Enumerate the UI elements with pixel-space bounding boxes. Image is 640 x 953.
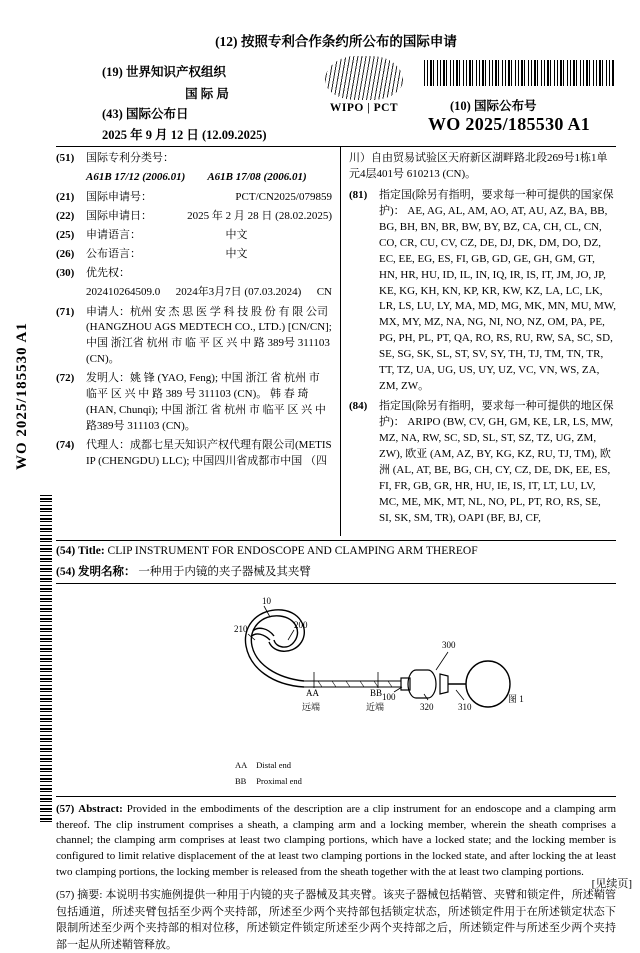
abstract-en-text: Provided in the embodiments of the description are a clip instrument for an endoscope and a clamping arm thereof. The clip instrument comprises a sheath, a clamping arm and a locking member, wherein the sheath comprises a channel; the clamping arm comprises at least two clamping portions, which have a locked state; and the locking member is configured to limit relative displacement of the at least two clamping portions in the locked state, and after locking the at least two clamping portions, the locking member is released from the sheath together with the at least two clamping portions. — [56, 802, 617, 879]
publication-date-block — [102, 104, 332, 143]
international-bureau: 国 际 局 — [185, 87, 229, 101]
figure-region — [56, 583, 616, 797]
abstract-cn-text: 本说明书实施例提供一种用于内镜的夹子器械及其夹臂。该夹子器械包括鞘管、夹臂和锁定件，所述鞘管包括通道，所述夹臂包括至少两个夹持部，所述至少两个夹持部包括锁定状态，所述锁定件用于在所述锁定状态下限制所述至少两个夹持部的相对位移，所述锁定件锁定所述至少两个夹持部之后，所述锁定件与所述至少两个夹持部一起从所述鞘管释放。 — [56, 889, 617, 951]
code-54-en: (54) — [56, 544, 76, 557]
organization-block — [102, 62, 312, 102]
code-84: (84) — [349, 400, 368, 413]
applicant-value: 杭州 安 杰 思 医 学 科 技 股 份 有 限 公司(HANGZHOU AGS MEDTECH CO., LTD.) [CN/CN]; 中国 浙江省 杭州 市 临 平 区 兴 中 路 389号 311103 (CN)。 — [86, 305, 332, 366]
title-en-value: CLIP INSTRUMENT FOR ENDOSCOPE AND CLAMPING ARM THEREOF — [107, 544, 478, 557]
filing-date-value: 2025 年 2 月 28 日 (28.02.2025) — [187, 209, 332, 222]
publication-number-value: WO 2025/185530 A1 — [428, 114, 591, 134]
applicant-label: 申请人： — [86, 305, 130, 318]
fig-label-bb: BB — [370, 687, 383, 698]
fig-label-distal-cn: 远端 — [302, 701, 321, 712]
filing-date-label: 国际申请日： — [86, 209, 152, 222]
agent-label: 代理人： — [86, 439, 130, 451]
continuation-note: [见续页] — [591, 878, 632, 890]
header-block — [56, 56, 616, 142]
code-71: (71) — [56, 305, 75, 318]
designated-regions-body — [379, 399, 616, 527]
ipc-classes — [86, 170, 332, 186]
agent-value: 成都七星天知识产权代理有限公司(METIS IP (CHENGDU) LLC); 中国四川省成都市中国 （四 — [86, 439, 332, 467]
ipc-class-1: A61B 17/12 (2006.01) — [86, 170, 186, 183]
field-filing-date — [56, 209, 332, 225]
legend-value-aa: Distal end — [256, 760, 291, 771]
code-57-en: (57) — [56, 802, 75, 815]
legend-key-aa: AA — [235, 760, 248, 771]
code-51: (51) — [56, 152, 75, 164]
figure-drawing — [56, 584, 616, 796]
designated-states-list: AE, AG, AL, AM, AO, AT, AU, AZ, BA, BB, BG, BH, BN, BR, BW, BY, BZ, CA, CH, CL, CN, CO, CR, CU, CV, CZ, DE, DJ, DK, DM, DO, DZ, EC, EE, EG, ES, FI, GB, GD, GE, GH, GM, GT, HN, HR, HU, ID, IL, IN, IQ, IR, IS, IT, JM, JO, JP, KE, KG, KH, KN, KP, KR, KW, KZ, LA, LC, LK, LR, LS, LU, LY, MA, MD, MG, MK, MN, MU, MW, MX, MY, MZ, NA, NG, NI, NO, NZ, OM, PA, PE, PG, PH, PL, PT, QA, RO, RS, RU, RW, SA, SC, SD, SE, SG, SK, SL, ST, SV, SY, TH, TJ, TM, TN, TR, TT, TZ, UA, UG, US, UY, UZ, VC, VN, WS, ZA, ZM, ZW。 — [379, 204, 616, 393]
code-72: (72) — [56, 372, 75, 385]
fig-label-310: 310 — [458, 701, 472, 712]
fig-label-210: 210 — [234, 623, 248, 634]
priority-country: CN — [316, 285, 332, 298]
fig-label-200: 200 — [294, 619, 308, 630]
inventors-value: 姚 锋 (YAO, Feng); 中国 浙江 省 杭州 市 临平 区 兴 中 路 389 号 311103 (CN)。 韩 春 琦 (HAN, Chunqi); 中国 浙江 省 杭州 市 临平 区 兴 中路389号 311103 (CN)。 — [86, 372, 326, 433]
title-cn-row — [56, 559, 616, 581]
field-ipc — [56, 151, 332, 167]
code-43: (43) — [102, 107, 123, 121]
code-22: (22) — [56, 209, 75, 222]
publication-number-label-text: 国际公布号 — [473, 99, 537, 113]
spine-publication-number: WO 2025/185530 A1 — [14, 322, 30, 470]
publication-date-value: 2025 年 9 月 12 日 (12.09.2025) — [102, 128, 267, 142]
code-54-cn: (54) — [56, 565, 76, 578]
abstract-en — [56, 797, 616, 882]
designated-states-label: 指定国(除另有指明，要求每一种可提供的国家保护)： — [379, 188, 614, 217]
code-25: (25) — [56, 228, 75, 241]
code-21: (21) — [56, 190, 75, 203]
agent-address-continuation: 川）自由贸易试验区天府新区湖畔路北段269号1栋1单元4层401号 610213 (CN)。 — [349, 152, 608, 180]
application-number-label: 国际申请号： — [86, 190, 152, 203]
code-30: (30) — [56, 266, 75, 279]
bibliographic-data — [56, 147, 616, 536]
figure-legend — [232, 757, 310, 789]
priority-date: 2024年3月7日 (07.03.2024) — [175, 285, 302, 298]
title-12-text: 按照专利合作条约所公布的国际申请 — [240, 34, 457, 49]
publication-language-value: 中文 — [225, 247, 248, 260]
field-priority — [56, 266, 332, 282]
code-26: (26) — [56, 247, 75, 260]
priority-details — [86, 285, 332, 301]
field-designated-states — [349, 188, 616, 395]
barcode-horizontal — [424, 60, 614, 86]
abstract-en-label: Abstract: — [78, 802, 123, 815]
title-cn-label: 发明名称： — [78, 565, 136, 578]
filing-language-label: 申请语言： — [86, 228, 141, 241]
fig-label-figure-number: 图 1 — [508, 693, 524, 704]
abstract-cn — [56, 881, 616, 953]
field-inventors — [56, 371, 332, 435]
page-title — [56, 30, 616, 50]
barcode-vertical — [40, 495, 52, 825]
bibliographic-right-column — [341, 147, 616, 536]
code-81: (81) — [349, 188, 368, 201]
filing-language-value: 中文 — [225, 228, 248, 241]
designated-states-body — [379, 188, 616, 395]
application-number-value: PCT/CN2025/079859 — [235, 190, 332, 203]
publication-language-label: 公布语言： — [86, 247, 141, 260]
designated-regions-label: 指定国(除另有指明，要求每一种可提供的地区保护)： — [379, 400, 614, 428]
code-12: (12) — [215, 34, 238, 49]
designated-regions-list: ARIPO (BW, CV, GH, GM, KE, LR, LS, MW, MZ, NA, RW, SC, SD, SL, ST, SZ, TZ, UG, ZM, ZW), 欧亚 (AM, AZ, BY, KG, KZ, RU, TJ, TM), 欧洲 (AL, AT, BE, BG, CH, CY, CZ, DE, DK, EE, ES, FI, FR, GB, GR, HR, HU, IE, IS, IT, LT, LU, LV, MC, ME, MK, MT, NL, NO, PL, PT, RO, RS, SE, SI, SK, SM, TR), OAPI (BF, BJ, CF, — [379, 416, 613, 524]
bibliographic-left-column — [56, 147, 341, 536]
wipo-wordmark: WIPO | PCT — [329, 102, 399, 114]
publication-date-label: 国际公布日 — [125, 107, 189, 121]
code-19: (19) — [102, 65, 123, 79]
fig-label-aa: AA — [306, 687, 319, 698]
code-74: (74) — [56, 439, 75, 451]
legend-key-bb: BB — [235, 775, 247, 786]
code-57-cn: (57) — [56, 889, 75, 902]
field-designated-regions — [349, 399, 616, 527]
page-content — [56, 30, 616, 953]
title-en-label: Title: — [78, 544, 105, 557]
inventors-text — [86, 371, 332, 435]
field-filing-language — [56, 228, 332, 244]
field-publication-language — [56, 247, 332, 263]
agent-text — [86, 438, 332, 470]
field-applicant — [56, 305, 332, 369]
fig-label-10: 10 — [262, 595, 271, 606]
legend-row-bb — [234, 775, 308, 788]
fig-label-300: 300 — [442, 639, 456, 650]
field-agent — [56, 438, 332, 470]
title-en-row — [56, 541, 616, 559]
priority-number: 202410264509.0 — [86, 285, 161, 298]
fig-label-320: 320 — [420, 701, 434, 712]
title-cn-value: 一种用于内镜的夹子器械及其夹臂 — [138, 565, 311, 578]
ipc-class-2: A61B 17/08 (2006.01) — [207, 170, 307, 183]
fig-label-100: 100 — [382, 691, 396, 702]
legend-row-aa — [234, 759, 308, 772]
wipo-logo — [318, 56, 410, 114]
abstract-cn-label: 摘要: — [77, 889, 103, 902]
priority-label: 优先权： — [86, 266, 130, 279]
publication-number-label — [450, 96, 536, 114]
fig-label-proximal-cn: 近端 — [366, 701, 385, 712]
applicant-text — [86, 305, 332, 369]
code-10: (10) — [450, 99, 471, 113]
organization-name: 世界知识产权组织 — [125, 65, 226, 79]
legend-value-bb: Proximal end — [256, 775, 302, 786]
ipc-label: 国际专利分类号： — [86, 152, 174, 164]
wipo-globe-icon — [325, 56, 403, 100]
inventors-label: 发明人： — [86, 372, 130, 385]
field-application-number — [56, 190, 332, 206]
